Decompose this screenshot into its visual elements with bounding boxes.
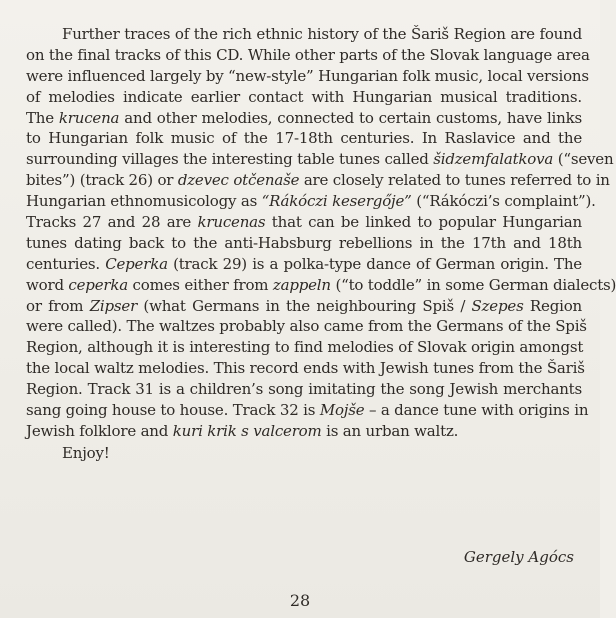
text-line [26,296,582,317]
italic-term: Mojše [319,401,365,420]
text-run: on the final tracks of this CD. While other parts of the Slovak language area [26,45,590,64]
text-run: centuries. [26,254,106,273]
text-line [26,191,596,212]
text-run: or from [26,296,90,315]
text-run: is an urban waltz. [321,421,459,440]
page-number: 28 [289,591,311,610]
text-line [26,170,610,191]
text-run: Further traces of the rich ethnic history of the Šariš Region are found [62,25,582,43]
body-paragraph [26,24,616,464]
italic-term: Szepes [471,296,524,315]
text-run: that can be linked to popular Hungarian [265,213,582,232]
italic-term: krucenas [197,213,266,232]
text-line [26,212,582,233]
italic-term: šidzemfalatkova [433,150,554,169]
text-run: (“Rákóczi’s complaint”). [411,192,596,211]
text-run: Region. Track 31 is a children’s song imitating the song Jewish merchants [26,380,582,399]
text-line [26,45,590,66]
text-run: Region [523,296,582,315]
author-signature: Gergely Agócs [463,548,574,566]
text-run: (“to toddle” in some German dialects) [330,275,616,294]
text-line [26,24,582,45]
text-run: were influenced largely by “new-style” Hungarian folk music, local versions [26,66,589,85]
text-run: surrounding villages the interesting table tunes called [26,150,434,169]
text-run: (what Germans in the neighbouring Spiš / [137,296,472,315]
text-line [26,254,582,275]
text-line [26,66,589,87]
italic-term: kuri krik s valcerom [172,421,322,440]
text-run: Hungarian ethnomusicology as [26,192,262,211]
text-line [26,421,582,442]
text-line [26,87,582,108]
text-run: are closely related to tunes referred to in [299,171,610,190]
text-line [26,316,587,337]
text-run: (“seven [553,150,614,169]
text-run: Tracks 27 and 28 are [26,213,198,232]
text-line [26,128,582,149]
italic-term: zappeln [272,275,331,294]
text-line [26,337,582,358]
text-line [26,108,582,129]
text-run: of melodies indicate earlier contact with Hungarian musical traditions. [26,87,582,106]
text-line [26,233,582,254]
text-run: and other melodies, connected to certain customs, have links [119,108,582,127]
italic-term: “Rákóczi kesergője” [261,192,412,211]
text-run: The [26,108,59,127]
text-run: – a dance tune with origins in [364,401,589,420]
text-line [26,379,582,400]
text-run: the local waltz melodies. This record ends with Jewish tunes from the Šariš [26,359,585,378]
text-run: tunes dating back to the anti-Habsburg rebellions in the 17th and 18th [26,233,582,252]
italic-term: ceperka [68,275,128,294]
text-run: word [26,275,69,294]
italic-term: Ceperka [105,254,168,273]
text-run: (track 29) is a polka-type dance of German origin. The [167,254,582,273]
italic-term: dzevec otčenaše [177,171,300,190]
text-line [26,149,614,170]
italic-term: Zipser [89,296,138,315]
text-run: Region, although it is interesting to find melodies of Slovak origin amongst [26,338,584,357]
closing-line: Enjoy! [62,443,110,462]
text-run: were called). The waltzes probably also came from the Germans of the Spiš [26,317,587,336]
text-line [26,400,589,421]
text-line [26,275,616,296]
italic-term: krucena [58,108,120,127]
text-run: Jewish folklore and [26,421,173,440]
text-run: sang going house to house. Track 32 is [26,401,320,420]
text-run: comes either from [127,275,273,294]
text-run: bites”) (track 26) or [26,171,178,190]
text-line [26,358,585,379]
text-run: to Hungarian folk music of the 17-18th centuries. In Raslavice and the [26,129,582,148]
